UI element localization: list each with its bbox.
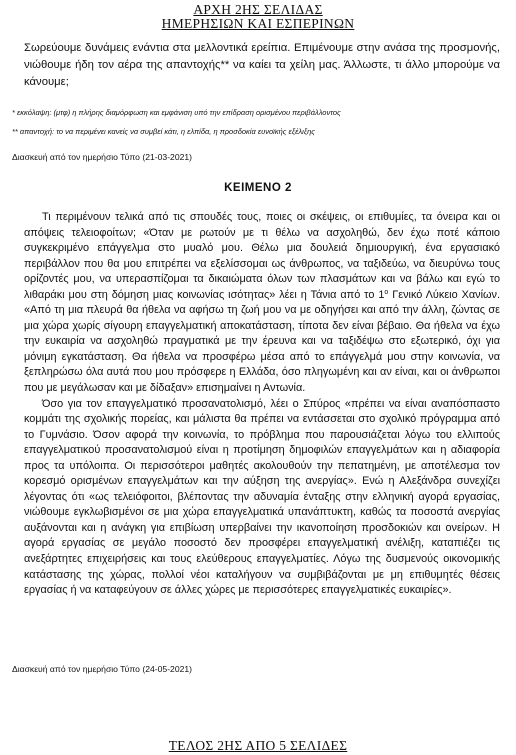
body-paragraph-1-part-a: Τι περιμένουν τελικά από τις σπουδές τους, ποιες οι σκέψεις, οι επιθυμίες, τα όνειρα και οι απόψεις τελειοφοίτων; «Όταν με ρωτούν με τι θέλω να ασχοληθώ, δεν έχω ποτέ κάποιο συγκεκριμένο επάγγελμα στο μυαλό μου. Θέλω μια δουλειά δημιουργική, ένα εργασιακό περιβάλλον που θα μου επιτρέπει να εξελίσσομαι ως άνθρωπος, να ταξιδεύω, να διευρύνω τους ορίζοντές μου, να υπερασπίζομαι τα δικαιώματα όλων των πλασμάτων και να βάλω και εγώ το λιθαράκι μου στη δόμηση μιας κοινωνίας ισότητας» λέει η Τάνια από το 1 — [24, 211, 500, 301]
page-footer: ΤΕΛΟΣ 2ΗΣ ΑΠΟ 5 ΣΕΛΙΔΕΣ — [168, 738, 348, 753]
ordinal-superscript: ο — [384, 288, 389, 296]
body-paragraph-1 — [24, 210, 500, 397]
footnote-2: ** απαντοχή: το να περιμένει κανείς να συμβεί κάτι, η ελπίδα, η προσδοκία ευνοϊκής εξέλιξης — [12, 127, 315, 136]
footnote-1: * εκκόλαψη: (μτφ) η πλήρης διαμόρφωση και εμφάνιση υπό την επίδραση ορισμένου περιβάλλοντος — [12, 108, 341, 117]
intro-paragraph: Σωρεύουμε δυνάμεις ενάντια στα μελλοντικά ερείπια. Επιμένουμε στην ανάσα της προσμονής, νιώθουμε ήδη τον αέρα της απαντοχής** να καίει τα χείλη μας. Άλλωστε, τι άλλο μπορούμε να κάνουμε; — [24, 42, 500, 89]
body-paragraph-2: Όσο για τον επαγγελματικό προσανατολισμό, λέει ο Σπύρος «πρέπει να είναι αναπόσπαστο κομμάτι της σχολικής πορείας, και μάλιστα θα πρέπει να εντάσσεται στο σχολικό πρόγραμμα από το Γυμνάσιο. Όσον αφορά την κοινωνία, το πρόβλημα που παρουσιάζεται λόγω του ελλιπούς επαγγελματικού προσανατολισμού είναι η προτίμηση δημοφιλών επαγγελμάτων και η αδιαφορία προς τα υπόλοιπα. Οι περισσότεροι μαθητές ακολουθούν την πεπατημένη, με αποτέλεσμα τον κορεσμό ορισμένων επαγγελμάτων και την αύξηση της ανεργίας». Ενώ η Αλεξάνδρα συνεχίζει λέγοντας ότι «ως τελειόφοιτοι, βλέποντας την αδυναμία ένταξης στην ελληνική αγορά εργασίας, νιώθουμε εγκλωβισμένοι σε μια χώρα επαγγελματικά υπανάπτυκτη, καθώς τα ποσοστά ανεργίας αυξάνονται και η ανάγκη για επιβίωση υπερβαίνει την ικανοποίηση προσδοκιών και ονείρων. Η αγορά εργασίας σε μεγάλο ποσοστό δεν προσφέρει επαγγελματική ανέλιξη, καταπιέζει τις ανεξάρτητες επιχειρήσεις και τους ελεύθερους επαγγελματίες. Λόγω της δυσμενούς οικονομικής κατάστασης της χώρας, πολλοί νέοι καταλήγουν να συμβιβάζονται με μη επιθυμητές θέσεις εργασίας ή να καταφεύγουν σε άλλες χώρες με περισσότερες επαγγελματικές ευκαιρίες». — [24, 397, 500, 597]
footnotes — [12, 107, 507, 145]
body-paragraph-1-part-b: Γενικό Λύκειο Χανίων. «Από τη μια πλευρά θα ήθελα να αφήσω τη ζωή μου να με οδηγήσει και από την άλλη, ζώντας σε μια χώρα χωρίς σίγουρη επαγγελματική αποκατάσταση, τίποτα δεν είναι βέβαιο. Θα ήθελα να έχω την ευκαιρία να ασχοληθώ πραγματικά με την έρευνα και να ταξιδέψω στο εξωτερικό, όχι για μόνιμη εγκατάσταση. Θα ήθελα να προσφέρω μέσα από το επάγγελμά μου στην κοινωνία, να ξεπληρώσω όλα αυτά που μου πρόσφερε η Ελλάδα, όσο πληγωμένη και αν είναι, και οι άνθρωποι που με μεγάλωσαν και με δίδαξαν» επισημαίνει η Αντωνία. — [24, 288, 500, 395]
page-header — [0, 3, 516, 31]
section-title: ΚΕΙΜΕΝΟ 2 — [224, 182, 292, 194]
header-line-1: ΑΡΧΗ 2ΗΣ ΣΕΛΙΔΑΣ — [193, 2, 323, 17]
text-2-body — [24, 210, 500, 599]
source-citation-1: Διασκευή από τον ημερήσιο Τύπο (21-03-2021) — [12, 152, 193, 162]
intro-text — [24, 40, 500, 92]
source-citation-2: Διασκευή από τον ημερήσιο Τύπο (24-05-2021) — [12, 664, 193, 674]
header-line-2: ΗΜΕΡΗΣΙΩΝ ΚΑΙ ΕΣΠΕΡΙΝΩΝ — [161, 16, 355, 31]
